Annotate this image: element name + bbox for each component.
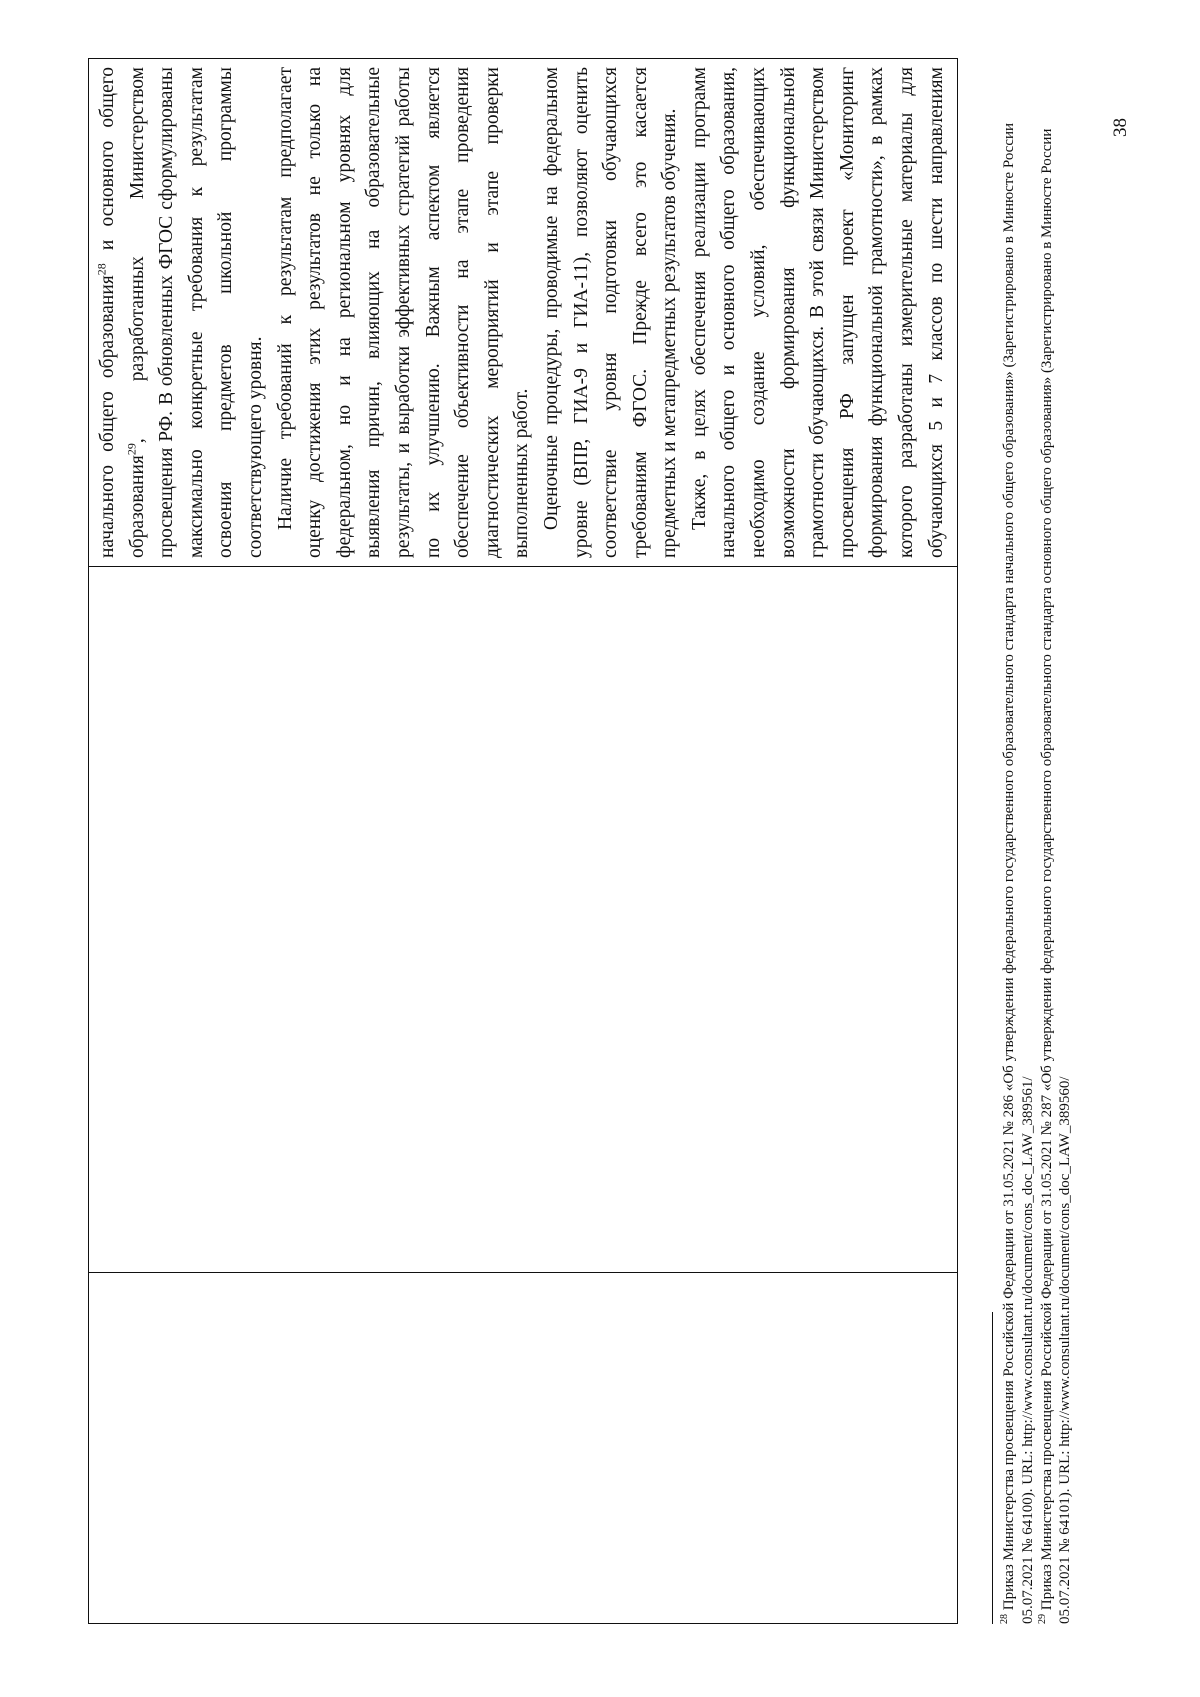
paragraph-requirements: Наличие требований к результатам предполагает оценку достижения этих результатов не только на федеральном, но и на региональном уровнях для выявления причин, влияющих на образовательные результаты, и выработки эффективных стратегий работы по их улучшению. Важным аспектом является обеспечение объективности на этапе проведения диагностических мероприятий и этапе проверки выполненных работ. (274, 67, 533, 558)
paragraph-assessment: Оценочные процедуры, проводимые на федеральном уровне (ВПР, ГИА-9 и ГИА-11), позволяют оценить соответствие уровня подготовки обучающихся требованиям ФГОС. Прежде всего это касается предметных и метапредметных результатов обучения. (540, 67, 681, 558)
footnote-29: $^{29}$ Приказ Министерства просвещения Российской Федерации от 31.05.2021 № 287 «Об утверждении федерального государственного образовательного стандарта основного общего образования» (Зарегистрировано в Минюсте России 05.07.2021 № 64101). URL: http://www.consultant.ru/document/cons_doc_LAW_389560/ (1036, 128, 1074, 1624)
footnote-28: $^{28}$ Приказ Министерства просвещения Российской Федерации от 31.05.2021 № 286 «Об утверждении федерального государственного образовательного стандарта начального общего образования» (Зарегистрировано в Минюсте России 05.07.2021 № 64100). URL: http://www.consultant.ru/document/cons_doc_LAW_389561/ (999, 122, 1036, 1624)
footnote-ref-28: 28 (94, 263, 109, 276)
footnote-ref-29: 29 (124, 443, 139, 456)
paragraph-fgos: начального общего образования$^{28}$ и основного общего образования$^{29}$, разработанных Министерством просвещения РФ. В обновленных ФГОС сформулированы максимально конкретные требования к результатам освоения предметов школьной программы соответствующего уровня. (94, 67, 266, 558)
footnote-separator (992, 1312, 993, 1624)
table-column-text (89, 59, 957, 566)
page-number: 38 (1110, 118, 1131, 137)
table-column-empty-middle (89, 566, 957, 1272)
paragraph-functional-literacy: Также, в целях обеспечения реализации программ начального общего и основного общего образования, необходимо создание условий, обеспечивающих возможности формирования функциональной грамотности обучающихся. В этой связи Министерством просвещения РФ запущен проект «Мониторинг формирования функциональной грамотности», в рамках которого разработаны измерительные материалы для обучающихся 5 и 7 классов по шести направлениям (688, 67, 947, 558)
content-table (88, 58, 958, 1624)
table-column-empty-left (89, 1272, 957, 1623)
footnotes (1000, 104, 1075, 1624)
